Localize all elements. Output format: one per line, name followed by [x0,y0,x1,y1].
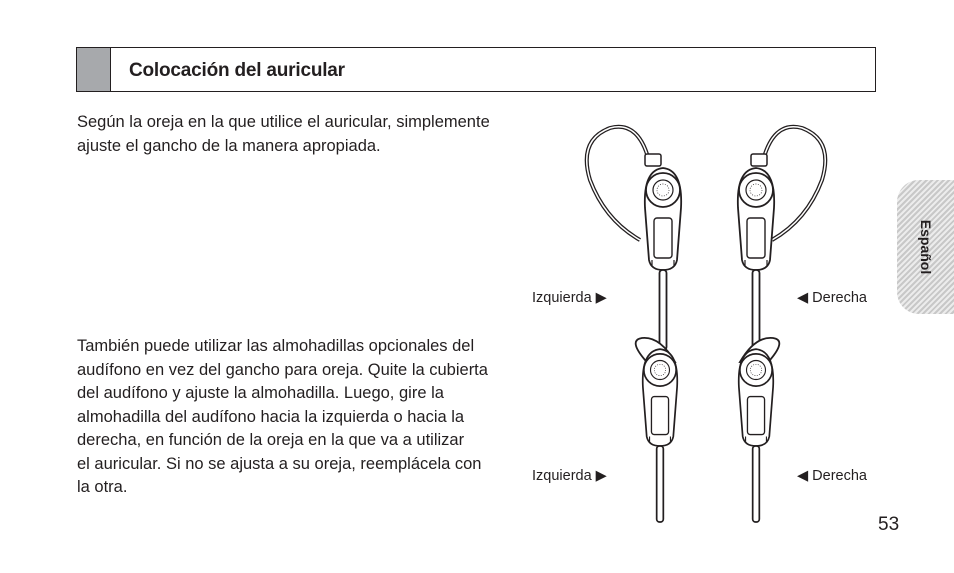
headset-right-eargel [739,338,780,522]
paragraph-line: almohadilla del audífono hacia la izquierda o hacia la [77,407,465,426]
page-number: 53 [878,514,900,535]
language-tab [897,180,954,314]
paragraph-line: derecha, en función de la oreja en la que va a utilizar [77,431,465,449]
label-left-top: Izquierda ▶ [532,290,607,306]
paragraph-line: También puede utilizar las almohadillas opcionales del [77,337,475,355]
headset-left-eargel [636,338,678,522]
label-left-bottom: Izquierda ▶ [532,468,607,484]
paragraph-line: audífono en vez del gancho para oreja. Quite la cubierta [77,360,488,379]
paragraph-hook: Según la oreja en la que utilice el auricular, simplemente ajuste el gancho de la manera apropiada. [77,113,490,155]
label-right-bottom: ◀ Derecha [797,468,867,484]
headset-right-hook [738,127,825,350]
language-tab-label: Español [917,219,934,275]
paragraph-line: la otra. [77,478,128,496]
paragraph-line: del audífono y ajuste la almohadilla. Luego, gire la [77,384,444,402]
paragraph-line: el auricular. Si no se ajusta a su oreja, reemplácela con [77,454,482,473]
headset-left-hook [587,127,681,350]
label-right-top: ◀ Derecha [797,290,867,306]
section-title: Colocación del auricular [129,60,345,81]
